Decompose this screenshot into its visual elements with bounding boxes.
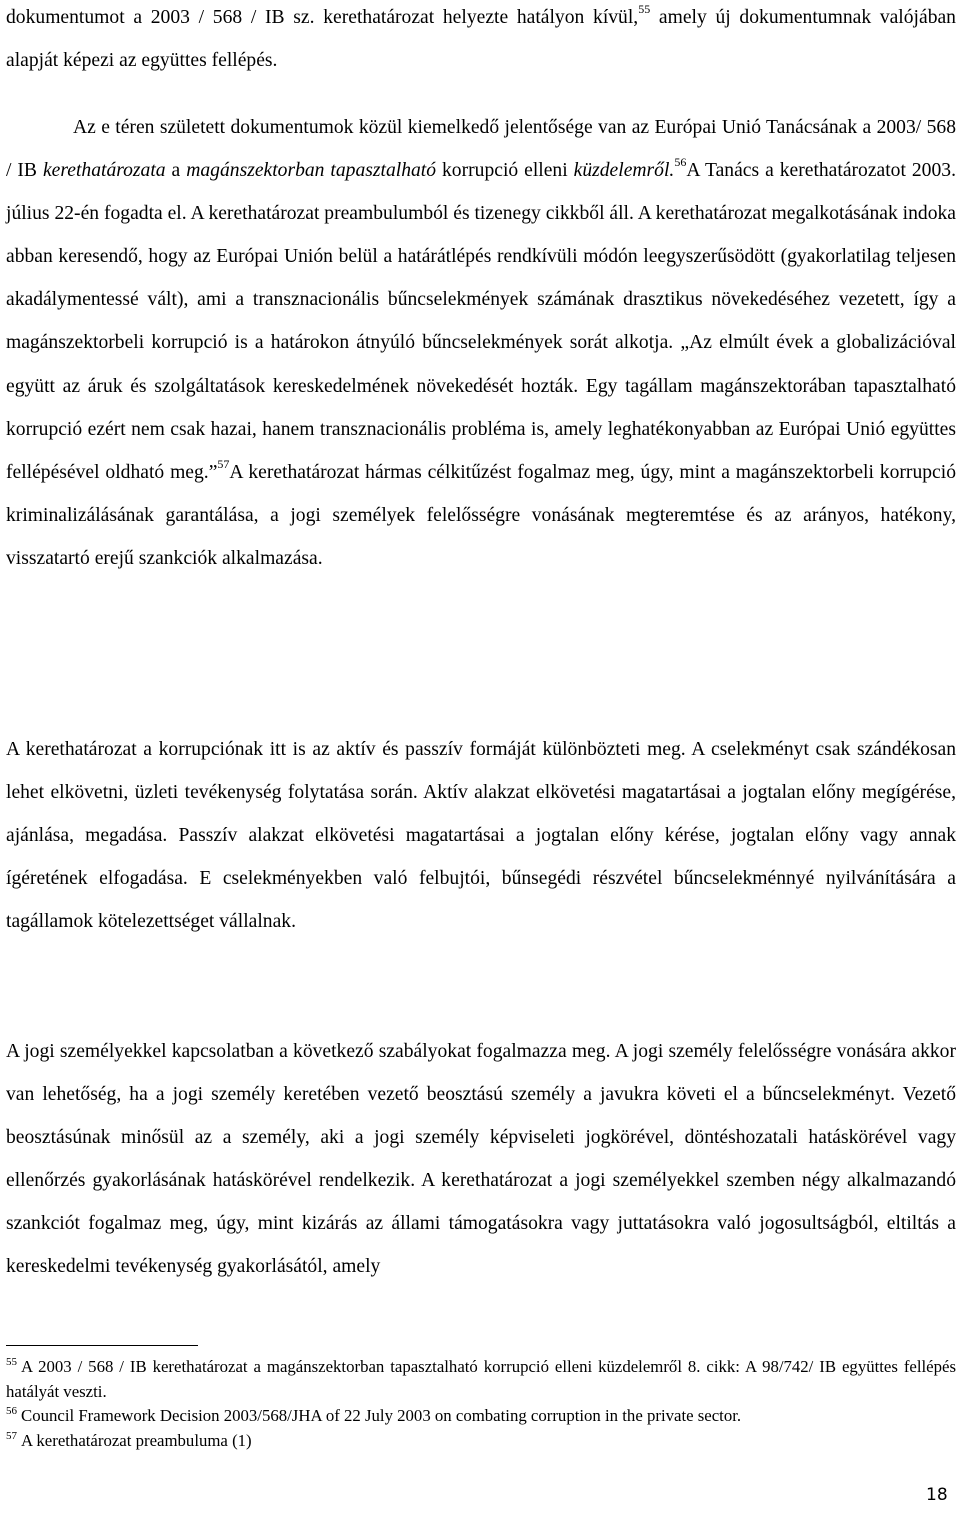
footnote-55: [6, 1355, 956, 1404]
footnote-text: A kerethatározat preambuluma (1): [21, 1430, 252, 1450]
footnote-text: A 2003 / 568 / IB kerethatározat a magánszektorban tapasztalható korrupció elleni küzdelemről 8. cikk: A 98/742/ IB együttes fellépés hatályát veszti.: [6, 1357, 956, 1401]
paragraph-1-text-a: dokumentumot a 2003 / 568 / IB sz. kerethatározat helyezte hatályon kívül,: [6, 7, 639, 28]
paragraph-2-text-c: korrupció elleni: [436, 160, 574, 182]
paragraph-2: [6, 106, 956, 580]
paragraph-2-italic-a: kerethatározata: [42, 160, 166, 182]
paragraph-1-text-b: amely új dokumentumnak valójában alapját képezi az együttes fellépés.: [6, 7, 956, 72]
paragraph-2-text-d: A Tanács a kerethatározatot 2003. július 22-én fogadta el. A kerethatározat preambulumból és tizenegy cikkből áll. A kerethatározat megalkotásának indoka abban keresendő, hogy az Európai Unión belül a határátlépés rendkívüli módón leegyszerűsödött (gyakorlatilag teljesen akadálymentessé vált), ami a transznacionális bűncselekmények számának drasztikus növekedéséhez vezetett, így a magánszektorbeli korrupció is a határokon átnyúló bűncselekmények sorát alkotja. „Az elmúlt évek a globalizációval együtt az áruk és szolgáltatások kereskedelmének növekedését hozták. Egy tagállam magánszektorában tapasztalható korrupció ezért nem csak hazai, hanem transznacionális probléma is, amely leghatékonyabban az Európai Unió együttes fellépésével oldható meg.”: [6, 160, 956, 483]
footnote-number: 56: [6, 1405, 17, 1417]
paragraph-3: A kerethatározat a korrupciónak itt is az aktív és passzív formáját különbözteti meg. A cselekményt csak szándékosan lehet elkövetni, üzleti tevékenység folytatása során. Aktív alakzat elkövetési magatartásai a jogtalan előny megígérése, ajánlása, megadása. Passzív alakzat elkövetési magatartásai a jogtalan előny kérése, jogtalan előny vagy annak ígéretének elfogadása. E cselekményekben való felbujtói, bűnsegédi részvétel bűncselekménnyé nyilvánítására a tagállamok kötelezettséget vállalnak.: [6, 739, 956, 933]
footnote-57: [6, 1429, 956, 1454]
footnote-ref-55: 55: [638, 2, 651, 16]
page-number: 18: [926, 1485, 948, 1505]
paragraph-2-text-b: a: [165, 160, 187, 182]
footnote-56: [6, 1404, 956, 1429]
footnote-separator: [6, 1345, 198, 1346]
paragraph-2-italic-c: küzdelemről.: [573, 160, 675, 182]
paragraph-1: [6, 0, 956, 82]
footnotes: [6, 1355, 956, 1453]
paragraph-4: A jogi személyekkel kapcsolatban a következő szabályokat fogalmazza meg. A jogi személy felelősségre vonására akkor van lehetőség, ha a jogi személy keretében vezető beosztású személy a javukra követi el a bűncselekményt. Vezető beosztásúnak minősül az a személy, aki a jogi személy képviseleti jogkörével, döntéshozatali hatáskörével vagy ellenőrzés gyakorlásának hatáskörével rendelkezik. A kerethatározat a jogi személyekkel szemben négy alkalmazandó szankciót fogalmaz meg, úgy, mint kizárás az állami támogatásokra vagy juttatásokra való jogosultságból, eltiltás a kereskedelmi tevékenység gyakorlásától, amely: [6, 1041, 956, 1278]
paragraph-2-text-e: A kerethatározat hármas célkitűzést fogalmaz meg, úgy, mint a magánszektorbeli korrupció kriminalizálásának garantálása, a jogi személyek felelősségre vonásának megteremtése és az arányos, hatékony, visszatartó erejű szankciók alkalmazása.: [6, 461, 956, 569]
footnote-ref-56: 56: [674, 155, 687, 170]
paragraph-2-italic-b: magánszektorban tapasztalható: [186, 160, 437, 182]
footnote-number: 55: [6, 1356, 17, 1368]
footnote-ref-57: 57: [217, 456, 230, 471]
footnote-number: 57: [6, 1429, 17, 1442]
footnote-text: Council Framework Decision 2003/568/JHA of 22 July 2003 on combating corruption in the private sector.: [21, 1406, 742, 1425]
paragraph-2-text-a: Az e téren született dokumentumok közül kiemelkedő jelentősége van az Európai Unió Tanácsának a 2003/ 568 / IB: [6, 117, 956, 182]
